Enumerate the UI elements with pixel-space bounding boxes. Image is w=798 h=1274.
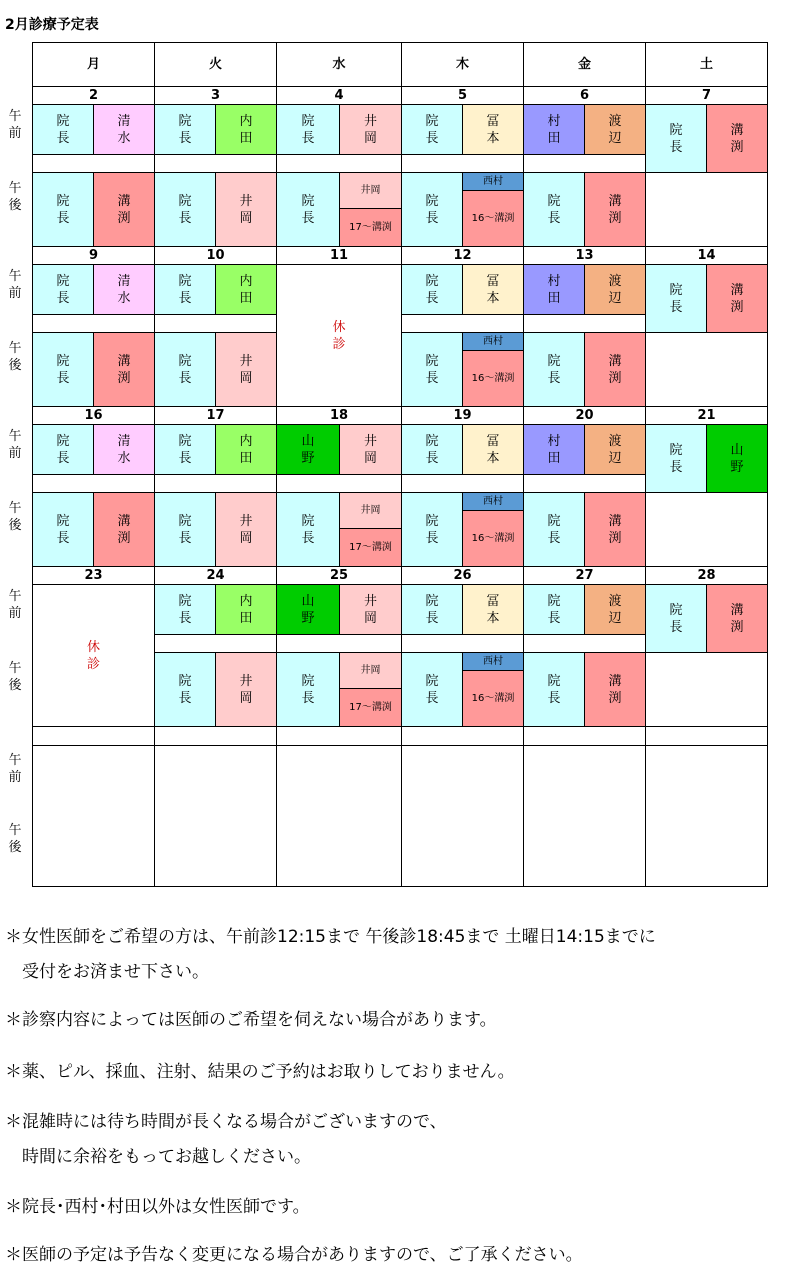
empty-cell [645, 652, 768, 727]
date-cell: 25 [276, 566, 402, 585]
doctor-cell: 院 長 [32, 264, 94, 315]
doctor-cell: 村 田 [523, 424, 585, 475]
doctor-cell: 井 岡 [339, 584, 402, 635]
doctor-cell: 院 長 [32, 172, 94, 247]
date-cell: 5 [401, 86, 524, 105]
doctor-cell: 17～溝渕 [339, 528, 402, 567]
doctor-cell: 院 長 [523, 652, 585, 727]
doctor-cell: 院 長 [32, 104, 94, 155]
doctor-cell: 院 長 [523, 492, 585, 567]
date-cell: 6 [523, 86, 646, 105]
date-cell: 9 [32, 246, 155, 265]
doctor-cell: 清 水 [93, 264, 155, 315]
doctor-cell: 院 長 [645, 424, 707, 493]
note-line: 時間に余裕をもってお越しください。 [5, 1147, 311, 1167]
closed-cell: 休 診 [276, 264, 402, 407]
empty-cell [645, 492, 768, 567]
empty-cell [276, 726, 402, 746]
gap-cell [401, 154, 524, 173]
note-line: ＊薬、ピル、採血、注射、結果のご予約はお取りしておりません。 [5, 1062, 515, 1082]
empty-cell [276, 745, 402, 887]
doctor-cell: 井 岡 [339, 104, 402, 155]
doctor-cell: 院 長 [32, 332, 94, 407]
date-cell: 16 [32, 406, 155, 425]
gap-cell [276, 474, 402, 493]
side-label-pm: 午 後 [8, 661, 22, 693]
doctor-cell: 溝 渕 [706, 264, 768, 333]
date-cell: 14 [645, 246, 768, 265]
doctor-cell: 16～溝渕 [462, 190, 524, 247]
doctor-cell: 渡 辺 [584, 264, 646, 315]
gap-cell [523, 634, 646, 653]
doctor-cell: 冨 本 [462, 424, 524, 475]
doctor-cell: 清 水 [93, 424, 155, 475]
date-cell: 10 [154, 246, 277, 265]
side-label-pm: 午 後 [8, 181, 22, 213]
doctor-cell: 院 長 [32, 424, 94, 475]
doctor-cell: 溝 渕 [584, 332, 646, 407]
empty-cell [645, 745, 768, 887]
doctor-cell: 内 田 [215, 104, 277, 155]
date-cell: 27 [523, 566, 646, 585]
side-label-am: 午 前 [8, 269, 22, 301]
empty-cell [523, 745, 646, 887]
empty-cell [645, 726, 768, 746]
gap-cell [276, 154, 402, 173]
gap-cell [523, 154, 646, 173]
date-cell: 17 [154, 406, 277, 425]
empty-cell [154, 745, 277, 887]
doctor-cell: 16～溝渕 [462, 670, 524, 727]
doctor-cell: 院 長 [154, 104, 216, 155]
doctor-cell: 院 長 [154, 172, 216, 247]
doctor-cell: 山 野 [276, 424, 340, 475]
doctor-cell: 院 長 [401, 492, 463, 567]
doctor-cell: 院 長 [32, 492, 94, 567]
doctor-cell: 溝 渕 [706, 584, 768, 653]
doctor-cell: 溝 渕 [584, 492, 646, 567]
note-line: ＊女性医師をご希望の方は、午前診12:15まで 午後診18:45まで 土曜日14:15までに [5, 927, 656, 947]
doctor-cell: 院 長 [276, 492, 340, 567]
date-cell: 20 [523, 406, 646, 425]
doctor-cell: 院 長 [154, 264, 216, 315]
empty-cell [32, 726, 155, 746]
doctor-cell: 院 長 [276, 104, 340, 155]
doctor-cell: 溝 渕 [93, 172, 155, 247]
gap-cell [523, 314, 646, 333]
doctor-cell: 村 田 [523, 104, 585, 155]
doctor-cell: 西村 [462, 332, 524, 351]
doctor-cell: 院 長 [523, 332, 585, 407]
date-cell: 4 [276, 86, 402, 105]
weekday-header: 月 [32, 42, 155, 87]
doctor-cell: 西村 [462, 172, 524, 191]
doctor-cell: 井岡 [339, 652, 402, 689]
doctor-cell: 院 長 [401, 332, 463, 407]
doctor-cell: 溝 渕 [584, 172, 646, 247]
date-cell: 3 [154, 86, 277, 105]
gap-cell [401, 314, 524, 333]
doctor-cell: 井岡 [339, 172, 402, 209]
doctor-cell: 溝 渕 [706, 104, 768, 173]
doctor-cell: 山 野 [706, 424, 768, 493]
weekday-header: 土 [645, 42, 768, 87]
doctor-cell: 井 岡 [215, 652, 277, 727]
empty-cell [523, 726, 646, 746]
date-cell: 19 [401, 406, 524, 425]
doctor-cell: 院 長 [401, 104, 463, 155]
doctor-cell: 西村 [462, 492, 524, 511]
note-line: ＊医師の予定は予告なく変更になる場合がありますので、ご了承ください。 [5, 1245, 583, 1265]
doctor-cell: 井 岡 [215, 492, 277, 567]
doctor-cell: 院 長 [645, 264, 707, 333]
date-cell: 28 [645, 566, 768, 585]
doctor-cell: 院 長 [523, 584, 585, 635]
date-cell: 7 [645, 86, 768, 105]
doctor-cell: 渡 辺 [584, 584, 646, 635]
doctor-cell: 院 長 [154, 492, 216, 567]
gap-cell [276, 634, 402, 653]
doctor-cell: 井 岡 [339, 424, 402, 475]
page-title: 2月診療予定表 [5, 17, 99, 33]
doctor-cell: 渡 辺 [584, 104, 646, 155]
side-label-pm: 午 後 [8, 823, 22, 855]
doctor-cell: 溝 渕 [93, 492, 155, 567]
weekday-header: 金 [523, 42, 646, 87]
empty-cell [154, 726, 277, 746]
doctor-cell: 内 田 [215, 264, 277, 315]
note-line: ＊院長･西村･村田以外は女性医師です。 [5, 1197, 310, 1217]
side-label-am: 午 前 [8, 589, 22, 621]
doctor-cell: 院 長 [276, 172, 340, 247]
doctor-cell: 院 長 [645, 584, 707, 653]
gap-cell [523, 474, 646, 493]
side-label-am: 午 前 [8, 109, 22, 141]
doctor-cell: 院 長 [154, 652, 216, 727]
doctor-cell: 内 田 [215, 424, 277, 475]
doctor-cell: 17～溝渕 [339, 688, 402, 727]
doctor-cell: 16～溝渕 [462, 350, 524, 407]
side-label-pm: 午 後 [8, 501, 22, 533]
date-cell: 26 [401, 566, 524, 585]
note-line: ＊混雑時には待ち時間が長くなる場合がございますので、 [5, 1112, 447, 1132]
doctor-cell: 内 田 [215, 584, 277, 635]
doctor-cell: 院 長 [401, 264, 463, 315]
doctor-cell: 渡 辺 [584, 424, 646, 475]
doctor-cell: 井岡 [339, 492, 402, 529]
doctor-cell: 溝 渕 [584, 652, 646, 727]
gap-cell [154, 314, 277, 333]
doctor-cell: 村 田 [523, 264, 585, 315]
doctor-cell: 院 長 [154, 332, 216, 407]
gap-cell [401, 634, 524, 653]
date-cell: 21 [645, 406, 768, 425]
empty-cell [401, 726, 524, 746]
doctor-cell: 院 長 [401, 172, 463, 247]
gap-cell [32, 314, 155, 333]
gap-cell [32, 154, 155, 173]
gap-cell [154, 634, 277, 653]
date-cell: 13 [523, 246, 646, 265]
empty-cell [32, 745, 155, 887]
doctor-cell: 院 長 [523, 172, 585, 247]
doctor-cell: 山 野 [276, 584, 340, 635]
doctor-cell: 清 水 [93, 104, 155, 155]
gap-cell [32, 474, 155, 493]
note-line: 受付をお済ませ下さい。 [5, 962, 209, 982]
date-cell: 2 [32, 86, 155, 105]
date-cell: 11 [276, 246, 402, 265]
gap-cell [154, 154, 277, 173]
doctor-cell: 院 長 [401, 584, 463, 635]
side-label-am: 午 前 [8, 753, 22, 785]
doctor-cell: 冨 本 [462, 584, 524, 635]
doctor-cell: 院 長 [154, 424, 216, 475]
note-line: ＊診察内容によっては医師のご希望を伺えない場合があります。 [5, 1010, 497, 1030]
date-cell: 23 [32, 566, 155, 585]
doctor-cell: 井 岡 [215, 332, 277, 407]
gap-cell [154, 474, 277, 493]
doctor-cell: 溝 渕 [93, 332, 155, 407]
doctor-cell: 井 岡 [215, 172, 277, 247]
date-cell: 18 [276, 406, 402, 425]
doctor-cell: 西村 [462, 652, 524, 671]
doctor-cell: 院 長 [645, 104, 707, 173]
empty-cell [645, 172, 768, 247]
doctor-cell: 院 長 [154, 584, 216, 635]
gap-cell [401, 474, 524, 493]
doctor-cell: 16～溝渕 [462, 510, 524, 567]
side-label-am: 午 前 [8, 429, 22, 461]
weekday-header: 木 [401, 42, 524, 87]
empty-cell [645, 332, 768, 407]
doctor-cell: 院 長 [276, 652, 340, 727]
closed-cell: 休 診 [32, 584, 155, 727]
doctor-cell: 冨 本 [462, 104, 524, 155]
side-label-pm: 午 後 [8, 341, 22, 373]
weekday-header: 火 [154, 42, 277, 87]
doctor-cell: 17～溝渕 [339, 208, 402, 247]
date-cell: 24 [154, 566, 277, 585]
weekday-header: 水 [276, 42, 402, 87]
date-cell: 12 [401, 246, 524, 265]
doctor-cell: 院 長 [401, 424, 463, 475]
doctor-cell: 冨 本 [462, 264, 524, 315]
doctor-cell: 院 長 [401, 652, 463, 727]
empty-cell [401, 745, 524, 887]
